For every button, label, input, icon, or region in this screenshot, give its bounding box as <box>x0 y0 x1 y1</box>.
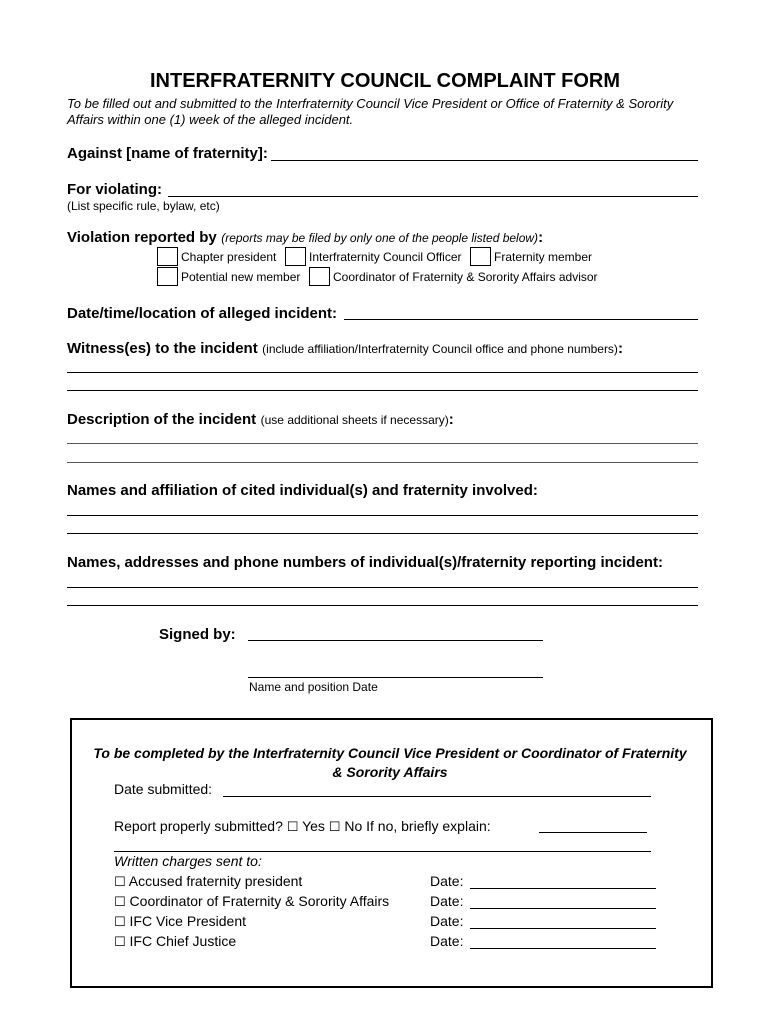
witness-hint: (include affiliation/Interfraternity Council office and phone numbers) <box>262 342 618 356</box>
datetime-label: Date/time/location of alleged incident: <box>67 305 338 322</box>
recipient-date-line-4[interactable] <box>470 948 656 949</box>
witness-label: Witness(es) to the incident <box>67 340 258 357</box>
description-hint: (use additional sheets if necessary) <box>260 413 449 427</box>
witness-row <box>67 340 623 358</box>
recipient-date-line-3[interactable] <box>470 928 656 929</box>
recipient-date-line-2[interactable] <box>470 908 656 909</box>
description-colon: : <box>448 411 454 428</box>
form-title: INTERFRATERNITY COUNCIL COMPLAINT FORM <box>150 70 620 92</box>
witness-input-line-2[interactable] <box>67 390 698 391</box>
checkbox-ifc-officer[interactable] <box>285 247 306 266</box>
description-input-line-1[interactable] <box>67 443 698 444</box>
checkbox-fraternity-member[interactable] <box>470 247 491 266</box>
report-submitted-label: Report properly submitted? <box>114 818 283 834</box>
names-cited-input-line-1[interactable] <box>67 515 698 516</box>
recipient-row-3 <box>114 913 246 930</box>
written-charges-label: Written charges sent to: <box>114 853 262 869</box>
against-label: Against [name of fraternity]: <box>67 145 268 162</box>
recipient-row-4 <box>114 933 236 950</box>
office-use-title: To be completed by the Interfraternity Council Vice President or Coordinator of Fraternity & Sorority Affairs <box>93 745 687 780</box>
signed-by-label: Signed by: <box>159 626 236 643</box>
names-reporting-input-line-1[interactable] <box>67 587 698 588</box>
recipient-date-label-4: Date: <box>430 933 464 949</box>
form-instructions: To be filled out and submitted to the Interfraternity Council Vice President or Office of Fraternity & Sorority Affairs within one (1) week of the alleged incident. <box>67 96 674 127</box>
violating-label: For violating: <box>67 181 162 198</box>
recipient-date-label-3: Date: <box>430 913 464 929</box>
names-cited-label: Names and affiliation of cited individual(s) and fraternity involved: <box>67 482 538 499</box>
no-checkbox-icon[interactable]: ☐ <box>328 820 341 835</box>
names-cited-input-line-2[interactable] <box>67 533 698 534</box>
recipient-row-2 <box>114 893 389 910</box>
yes-checkbox-icon[interactable]: ☐ <box>286 820 299 835</box>
reported-by-row <box>67 229 543 247</box>
reported-by-colon: : <box>538 229 544 246</box>
checkbox-potential-new-member[interactable] <box>157 267 178 286</box>
checkbox-chapter-president[interactable] <box>157 247 178 266</box>
date-submitted-line[interactable] <box>223 796 651 797</box>
reported-by-hint: (reports may be filed by only one of the people listed below) <box>221 231 539 245</box>
option-chapter-president: Chapter president <box>181 250 277 264</box>
description-label: Description of the incident <box>67 411 257 428</box>
option-fraternity-member: Fraternity member <box>494 250 593 264</box>
recipient-checkbox-icon[interactable]: ☐ <box>114 875 126 890</box>
description-row <box>67 411 454 429</box>
recipient-label: IFC Vice President <box>129 913 247 929</box>
reported-by-label: Violation reported by <box>67 229 217 246</box>
option-ifc-officer: Interfraternity Council Officer <box>309 250 462 264</box>
date-submitted-label: Date submitted: <box>114 781 213 797</box>
against-input-line[interactable] <box>271 160 698 161</box>
explain-line[interactable] <box>539 832 647 833</box>
recipient-date-label-1: Date: <box>430 873 464 889</box>
name-position-date-line[interactable] <box>248 677 543 678</box>
explain-line-2[interactable] <box>114 851 651 852</box>
recipient-label: IFC Chief Justice <box>129 933 237 949</box>
recipient-row-1 <box>114 873 302 890</box>
names-reporting-label: Names, addresses and phone numbers of individual(s)/fraternity reporting incident: <box>67 554 663 571</box>
datetime-input-line[interactable] <box>344 319 698 320</box>
violating-input-line[interactable] <box>168 196 698 197</box>
witness-input-line-1[interactable] <box>67 372 698 373</box>
checkbox-coordinator-advisor[interactable] <box>309 267 330 286</box>
signature-caption: Name and position Date <box>249 680 378 694</box>
recipient-label: Accused fraternity president <box>128 873 303 889</box>
report-submitted-row <box>114 818 491 835</box>
recipient-date-label-2: Date: <box>430 893 464 909</box>
recipient-checkbox-icon[interactable]: ☐ <box>114 935 126 950</box>
witness-colon: : <box>617 340 623 357</box>
no-explain-label: No If no, briefly explain: <box>344 818 491 834</box>
yes-label: Yes <box>302 818 325 834</box>
names-reporting-input-line-2[interactable] <box>67 605 698 606</box>
recipient-label: Coordinator of Fraternity & Sorority Affairs <box>129 893 390 909</box>
violating-hint: (List specific rule, bylaw, etc) <box>67 199 220 213</box>
recipient-checkbox-icon[interactable]: ☐ <box>114 895 126 910</box>
recipient-date-line-1[interactable] <box>470 888 656 889</box>
option-potential-new-member: Potential new member <box>181 270 301 284</box>
recipient-checkbox-icon[interactable]: ☐ <box>114 915 126 930</box>
description-input-line-2[interactable] <box>67 462 698 463</box>
signature-line[interactable] <box>248 640 543 641</box>
option-coordinator-advisor: Coordinator of Fraternity & Sorority Affairs advisor <box>333 270 598 284</box>
